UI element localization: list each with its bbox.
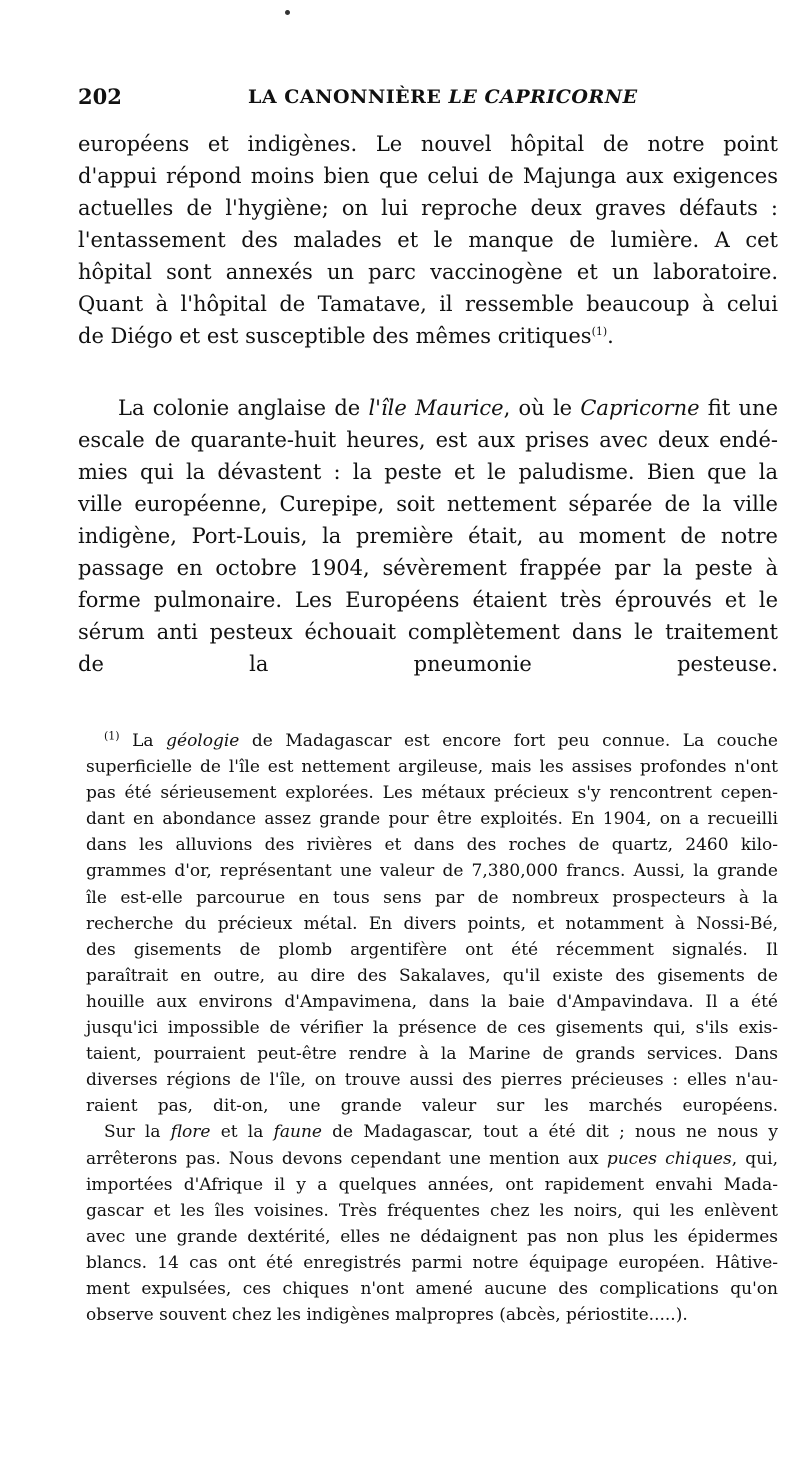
- text-span: de Madagascar est encore fort peu connue. La couche: [239, 731, 778, 751]
- text-line: [78, 320, 778, 352]
- footnote-line: île est-elle parcourue en tous sens par de nombreux prospecteurs à la: [86, 887, 778, 908]
- page-header: [78, 84, 778, 116]
- text-line-content: de Diégo et est susceptible des mêmes critiques: [78, 324, 592, 348]
- footnote-line: des gisements de plomb argentifère ont été récemment signalés. Il: [86, 939, 778, 960]
- scan-speck: [285, 10, 290, 15]
- text-line: hôpital sont annexés un parc vaccinogène et un laboratoire.: [78, 260, 778, 284]
- footnote-line: pas été sérieusement explorées. Les métaux précieux s'y rencontrent cepen-: [86, 783, 778, 804]
- footnote-line: ment expulsées, ces chiques n'ont amené aucune des complications qu'on: [86, 1278, 778, 1299]
- text-line: de la pneumonie pesteuse.: [78, 652, 778, 676]
- text-span: Sur la: [104, 1122, 171, 1143]
- footnote-line: dant en abondance assez grande pour être exploités. En 1904, on a recueilli: [86, 809, 778, 830]
- footnote-line: diverses régions de l'île, on trouve aussi des pierres précieuses : elles n'au-: [86, 1070, 778, 1091]
- footnote-line: observe souvent chez les indigènes malpropres (abcès, périostite.....).: [86, 1305, 688, 1326]
- footnote-line: grammes d'or, représentant une valeur de 7,380,000 francs. Aussi, la grande: [86, 861, 778, 882]
- text-line: Quant à l'hôpital de Tamatave, il ressemble beaucoup à celui: [78, 292, 778, 316]
- italic-span: faune: [273, 1122, 322, 1143]
- footnote-line: superficielle de l'île est nettement argileuse, mais les assises profondes n'ont: [86, 757, 778, 778]
- footnote-line: raient pas, dit-on, une grande valeur sur les marchés européens.: [86, 1096, 778, 1117]
- footnote-line: gascar et les îles voisines. Très fréquentes chez les noirs, qui les enlèvent: [86, 1200, 778, 1221]
- text-line: ville européenne, Curepipe, soit nettement séparée de la ville: [78, 492, 778, 516]
- text-line-end: .: [607, 324, 614, 348]
- footnote-line: avec une grande dextérité, elles ne dédaignent pas non plus les épidermes: [86, 1226, 778, 1247]
- text-line: d'appui répond moins bien que celui de Majunga aux exigences: [78, 164, 778, 188]
- footnote-line: importées d'Afrique il y a quelques années, ont rapidement envahi Mada-: [86, 1174, 778, 1195]
- text-line: passage en octobre 1904, sévèrement frappée par la peste à: [78, 556, 778, 580]
- footnote-line: [86, 1119, 778, 1145]
- text-span: et la: [210, 1122, 274, 1143]
- footnote-line: paraîtrait en outre, au dire des Sakalaves, qu'il existe des gisements de: [86, 965, 778, 986]
- text-span: , où le: [503, 396, 581, 420]
- footnote-line: blancs. 14 cas ont été enregistrés parmi notre équipage européen. Hâtive-: [86, 1252, 778, 1273]
- footnote-line: recherche du précieux métal. En divers points, et notamment à Nossi-Bé,: [86, 913, 778, 934]
- text-span: , qui,: [731, 1148, 778, 1169]
- text-line: actuelles de l'hygiène; on lui reproche deux graves défauts :: [78, 196, 778, 220]
- text-span: fit une: [699, 396, 778, 420]
- footnote-line: [86, 1146, 778, 1172]
- text-span: arrêterons pas. Nous devons cependant une mention aux: [86, 1148, 607, 1169]
- page-number: 202: [78, 84, 122, 109]
- footnote-line: taient, pourraient peut-être rendre à la Marine de grands services. Dans: [86, 1044, 778, 1065]
- italic-span: Capricorne: [580, 396, 700, 420]
- footnote-line: houille aux environs d'Ampavimena, dans la baie d'Ampavindava. Il a été: [86, 991, 778, 1012]
- running-title-italic: LE CAPRICORNE: [448, 86, 638, 108]
- footnote-line: dans les alluvions des rivières et dans des roches de quartz, 2460 kilo-: [86, 835, 778, 856]
- footnote-line: jusqu'ici impossible de vérifier la présence de ces gisements qui, s'ils exis-: [86, 1018, 778, 1039]
- text-span: La: [119, 731, 167, 751]
- italic-span: l'île Maurice: [368, 396, 504, 420]
- italic-span: puces chiques: [606, 1148, 732, 1169]
- paragraph-mauritius: [78, 392, 778, 680]
- text-line: l'entassement des malades et le manque de lumière. A cet: [78, 228, 778, 252]
- paragraph-hospitals: [78, 128, 778, 352]
- text-line: européens et indigènes. Le nouvel hôpital de notre point: [78, 132, 778, 156]
- running-title: [248, 86, 638, 108]
- text-line: indigène, Port-Louis, la première était, au moment de notre: [78, 524, 778, 548]
- italic-span: flore: [170, 1122, 211, 1143]
- text-line: forme pulmonaire. Les Européens étaient très éprouvés et le: [78, 588, 778, 612]
- text-span: La colonie anglaise de: [118, 396, 369, 420]
- text-line: [78, 392, 778, 424]
- running-title-main: LA CANONNIÈRE: [248, 86, 442, 108]
- footnote-ref: (1): [591, 325, 608, 338]
- italic-span: géologie: [166, 731, 240, 751]
- footnote-line: [86, 728, 778, 754]
- text-line: sérum anti pesteux échouait complètement dans le traitement: [78, 620, 778, 644]
- text-line: escale de quarante-huit heures, est aux prises avec deux endé-: [78, 428, 778, 452]
- text-line: mies qui la dévastent : la peste et le paludisme. Bien que la: [78, 460, 778, 484]
- footnote-marker: (1): [104, 729, 120, 743]
- footnote: [86, 728, 778, 1328]
- text-span: de Madagascar, tout a été dit ; nous ne nous y: [321, 1122, 778, 1143]
